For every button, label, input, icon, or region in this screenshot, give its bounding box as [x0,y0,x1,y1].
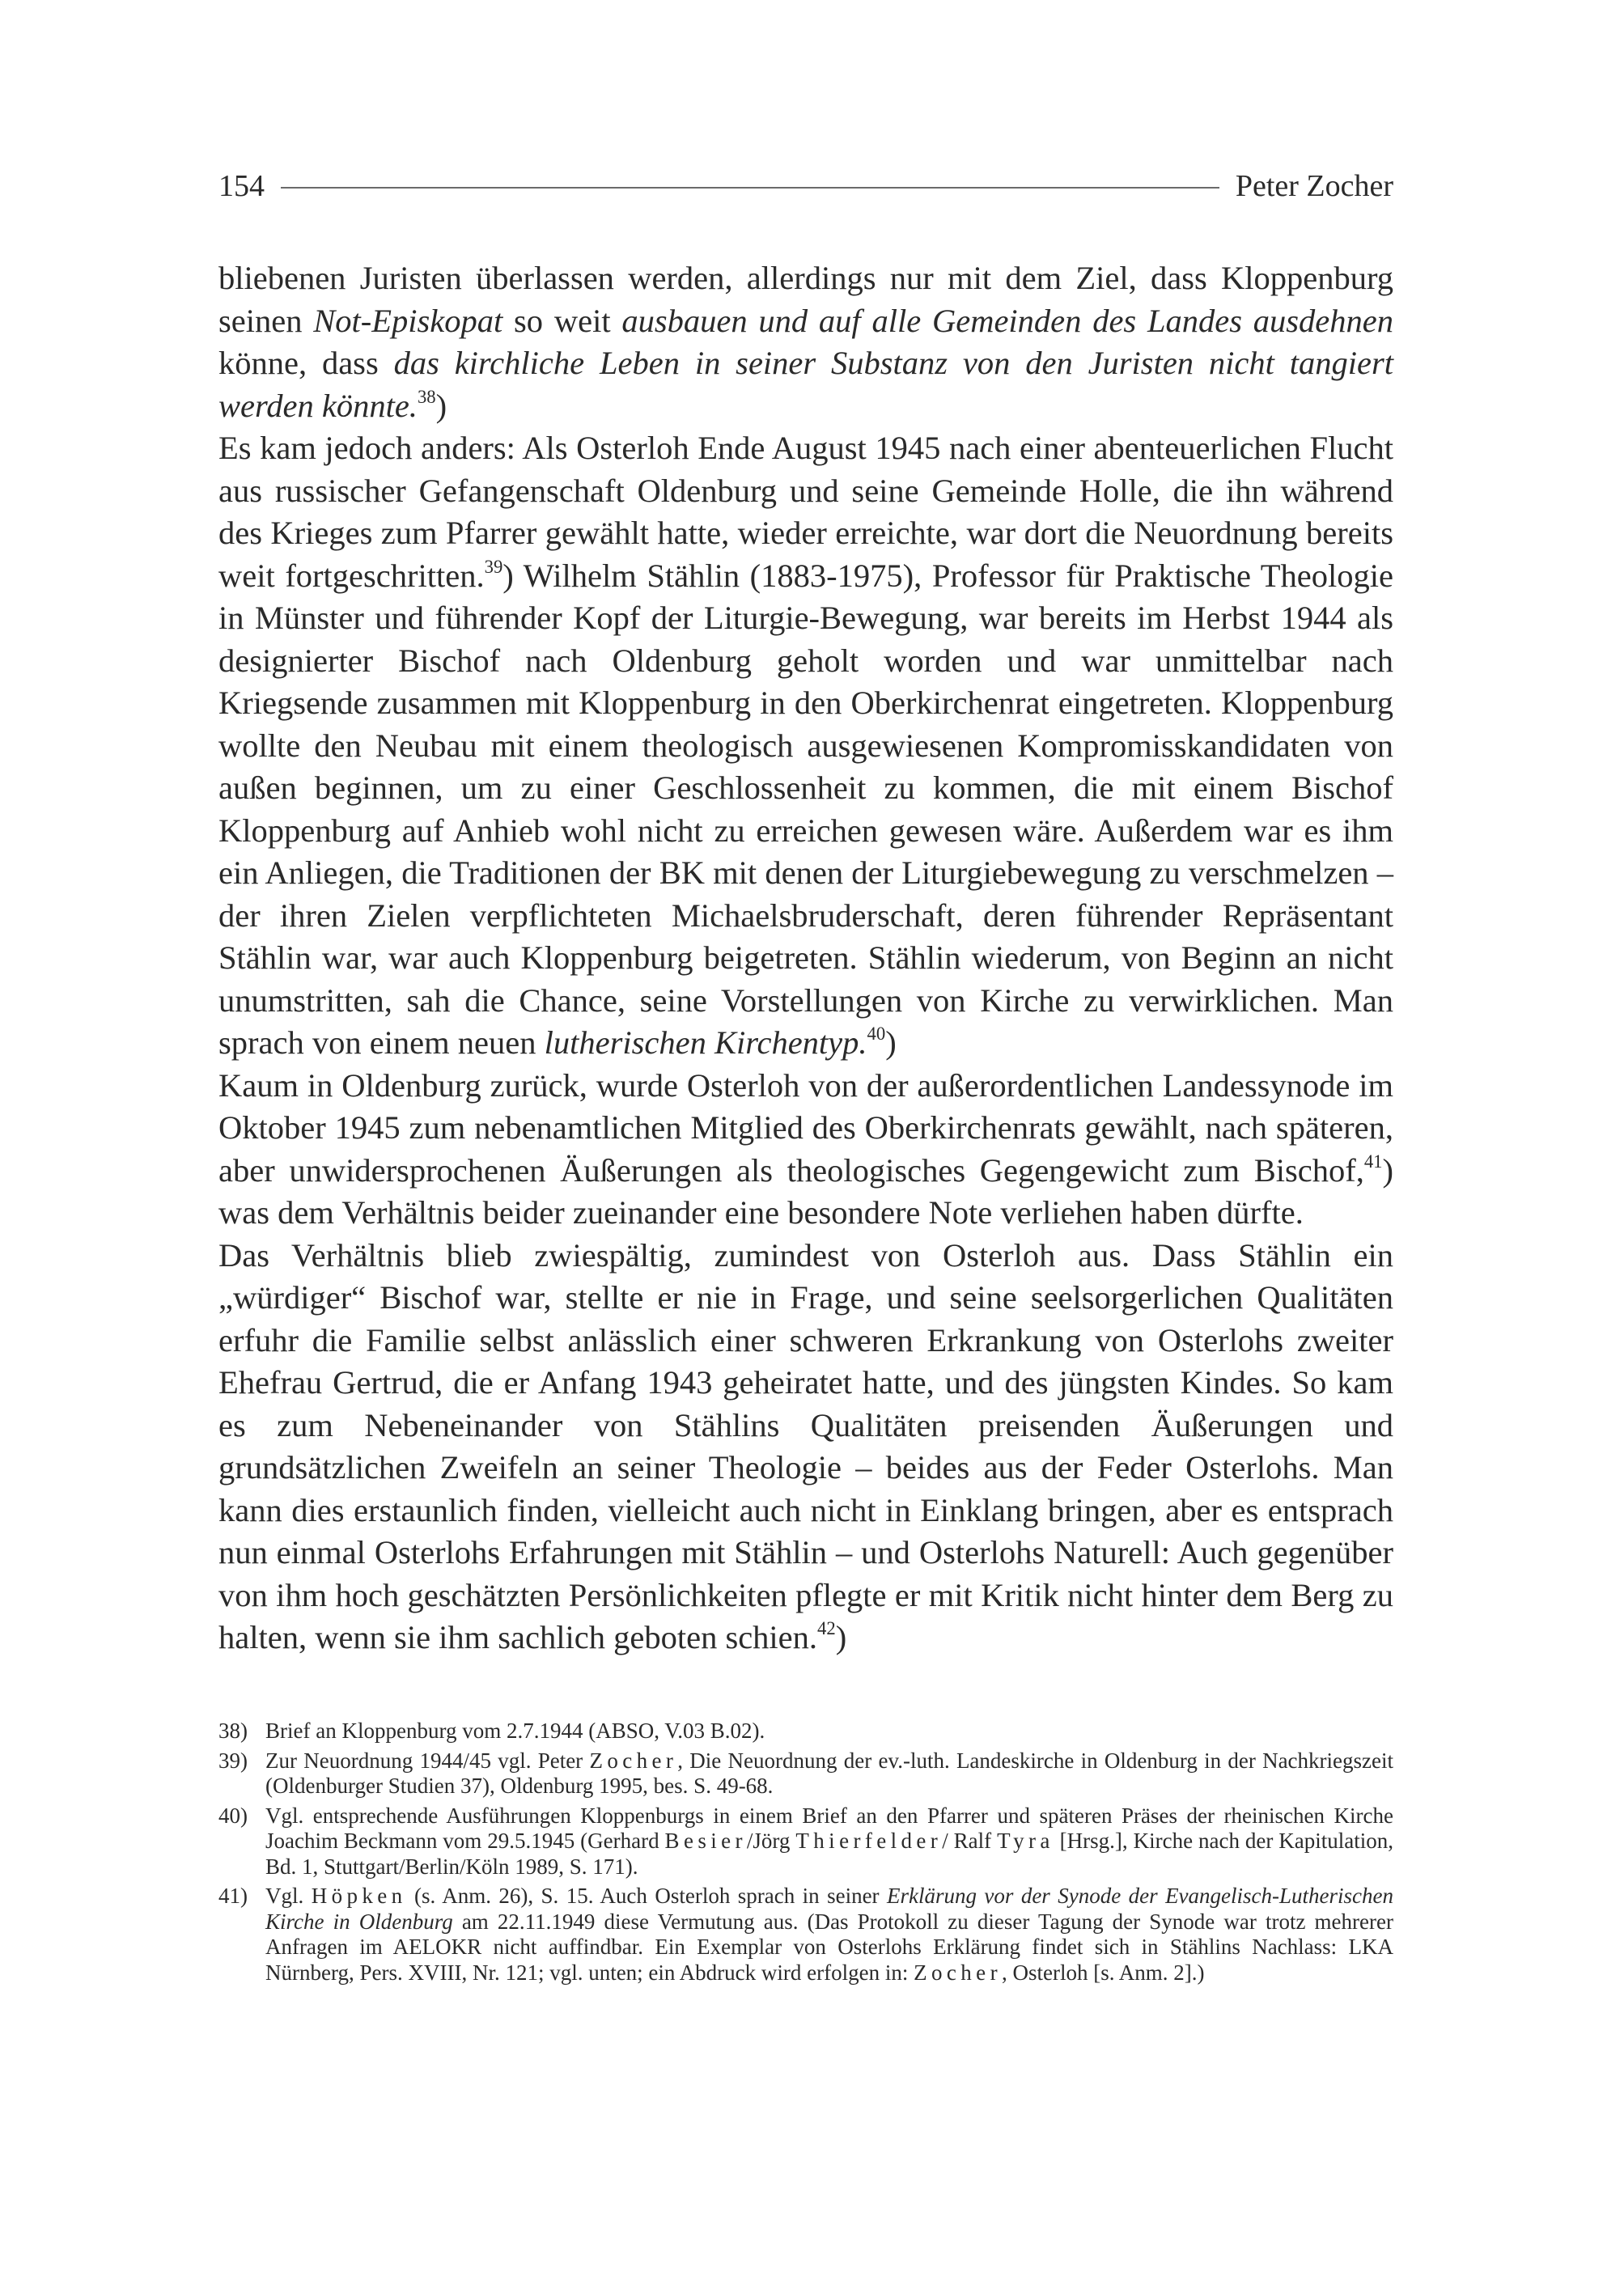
paragraph-3 [218,1065,1393,1235]
italic-term: Not-Episkopat [313,302,503,339]
text-run: ) [885,1024,897,1061]
footnote-ref-41[interactable]: 41 [1363,1151,1383,1172]
author-name: Zocher [589,1748,678,1773]
footnote-text [265,1719,1393,1744]
text-run: am 22.11.1949 diese Vermutung aus. (Das Protokoll zu dieser Tagung der Synode war trotz mehrerer Anfragen im AELOKR nicht auffindbar. Ein Exemplar von Osterlohs Erklärung findet sich in Stählins Nachlass: LKA Nürnberg, Pers. XVIII, Nr. 121; vgl. unten; ein Abdruck wird erfolgen in: [265,1909,1393,1985]
text-run: / Ralf [942,1829,998,1853]
text-run: Vgl. [265,1884,312,1908]
header-rule [281,187,1219,189]
footnote-ref-39[interactable]: 39 [484,556,503,577]
footnote-38 [218,1719,1393,1744]
main-text [218,257,1393,1659]
running-header [218,166,1393,206]
footnote-text [265,1748,1393,1799]
text-run: [Hrsg.], Kirche nach der Kapitulation, Bd. 1, Stuttgart/Berlin/Köln 1989, S. 171). [265,1829,1394,1879]
page-number: 154 [218,169,265,203]
paragraph-2 [218,427,1393,1065]
text-run: , Osterloh [s. Anm. 2].) [1001,1960,1205,1985]
footnote-39 [218,1748,1393,1799]
footnote-ref-40[interactable]: 40 [867,1024,886,1044]
footnote-number: 41) [218,1884,248,1908]
footnote-ref-38[interactable]: 38 [417,386,436,407]
text-run: Es kam jedoch anders: Als Osterloh Ende August 1945 nach einer abenteuerlichen Flucht aus russischer Gefangenschaft Oldenburg und seine Gemeinde Holle, die ihn während des Krieges zum Pfarrer gewählt hatte, wieder erreichte, war dort die Neuordnung bereits weit fortgeschritten. [218,430,1393,594]
text-run: so weit [502,302,622,339]
text-run: ) Wilhelm Stählin (1883-1975), Professor für Praktische Theologie in Münster und führender Kopf der Liturgie-Bewegung, war bereits im Herbst 1944 als designierter Bischof nach Oldenburg geholt worden und war unmittelbar nach Kriegsende zusammen mit Kloppenburg in den Oberkirchenrat eingetreten. Kloppenburg wollte den Neubau mit einem theologisch ausgewiesenen Kompromisskandidaten von außen beginnen, um zu einer Geschlossenheit zu kommen, die mit einem Bischof Kloppenburg auf Anhieb wohl nicht zu erreichen gewesen wäre. Außerdem war es ihm ein Anliegen, die Traditionen der BK mit denen der Liturgiebewegung zu verschmelzen – der ihren Zielen verpflichteten Michaelsbruderschaft, deren führender Repräsentant Stählin war, war auch Kloppenburg beigetreten. Stählin wiederum, von Beginn an nicht unumstritten, sah die Chance, seine Vorstellungen von Kirche zu verwirklichen. Man sprach von einem neuen [218,557,1393,1061]
italic-quote: ausbauen und auf alle Gemeinden des Landes ausdehnen [621,302,1393,339]
text-run: Zur Neuordnung 1944/45 vgl. Peter [265,1748,590,1773]
text-run: ) [835,1619,847,1655]
text-run: ) was dem Verhältnis beider zueinander eine besondere Note verliehen haben dürfte. [218,1151,1393,1231]
italic-title: Erklärung vor der Synode der Evangelisch-Lutherischen Kirche in Oldenburg [265,1884,1393,1934]
footnote-ref-42[interactable]: 42 [817,1618,836,1638]
text-run: bliebenen Juristen überlassen werden, allerdings nur mit dem Ziel, dass Kloppenburg seinen [218,260,1393,339]
text-run: (s. Anm. 26), S. 15. Auch Osterloh sprach in seiner [406,1884,887,1908]
running-head-author: Peter Zocher [1235,169,1393,203]
footnote-number: 38) [218,1719,248,1743]
text-run: Kaum in Oldenburg zurück, wurde Osterloh von der außerordentlichen Landessynode im Oktober 1945 zum nebenamtlichen Mitglied des Oberkirchenrats gewählt, nach späteren, aber unwidersprochenen Äußerungen als theologisches Gegengewicht zum Bischof, [218,1066,1393,1189]
footnote-41 [218,1884,1393,1986]
footnotes-section [218,1719,1393,1990]
text-run: Das Verhältnis blieb zwiespältig, zumindest von Osterloh aus. Dass Stählin ein „würdiger“ Bischof war, stellte er nie in Frage, und seine seelsorgerlichen Qualitäten erfuhr die Familie selbst anlässlich einer schweren Erkrankung von Osterlohs zweiter Ehefrau Gertrud, die er Anfang 1943 geheiratet hatte, und des jüngsten Kindes. So kam es zum Nebeneinander von Stählins Qualitäten preisenden Äußerungen und grundsätzlichen Zweifeln an seiner Theologie – beides aus der Feder Osterlohs. Man kann dies erstaunlich finden, vielleicht auch nicht in Einklang bringen, aber es entsprach nun einmal Osterlohs Erfahrungen mit Stählin – und Osterlohs Naturell: Auch gegenüber von ihm hoch geschätzten Persönlichkeiten pflegte er mit Kritik nicht hinter dem Berg zu halten, wenn sie ihm sachlich geboten schien. [218,1236,1393,1655]
text-run: könne, dass [218,345,394,381]
footnote-40 [218,1803,1393,1880]
author-name: Besier [664,1829,747,1853]
footnote-number: 40) [218,1803,248,1828]
footnote-text [265,1803,1393,1880]
author-name: Höpken [311,1884,407,1908]
footnote-text [265,1884,1393,1986]
footnote-number: 39) [218,1748,248,1773]
text-run: Vgl. entsprechende Ausführungen Kloppenburgs in einem Brief an den Pfarrer und späteren Präses der rheinischen Kirche Joachim Beckmann vom 29.5.1945 (Gerhard [265,1803,1393,1853]
paragraph-4 [218,1235,1393,1659]
text-run: , Die Neuordnung der ev.-luth. Landeskirche in Oldenburg in der Nachkriegszeit (Oldenburger Studien 37), Oldenburg 1995, bes. S. 49-68. [265,1748,1393,1798]
text-run: ) [435,387,447,424]
text-run: /Jörg [746,1829,796,1853]
paragraph-1 [218,257,1393,427]
author-name: Tyra [997,1829,1054,1853]
text-run: Brief an Kloppenburg vom 2.7.1944 (ABSO, V.03 B.02). [265,1719,765,1743]
italic-quote: das kirchliche Leben in seiner Substanz von den Juristen nicht tangiert werden könnte. [218,345,1393,424]
italic-term: lutherischen Kirchentyp. [544,1024,867,1061]
author-name: Zocher [914,1960,1002,1985]
author-name: Thierfelder [795,1829,943,1853]
